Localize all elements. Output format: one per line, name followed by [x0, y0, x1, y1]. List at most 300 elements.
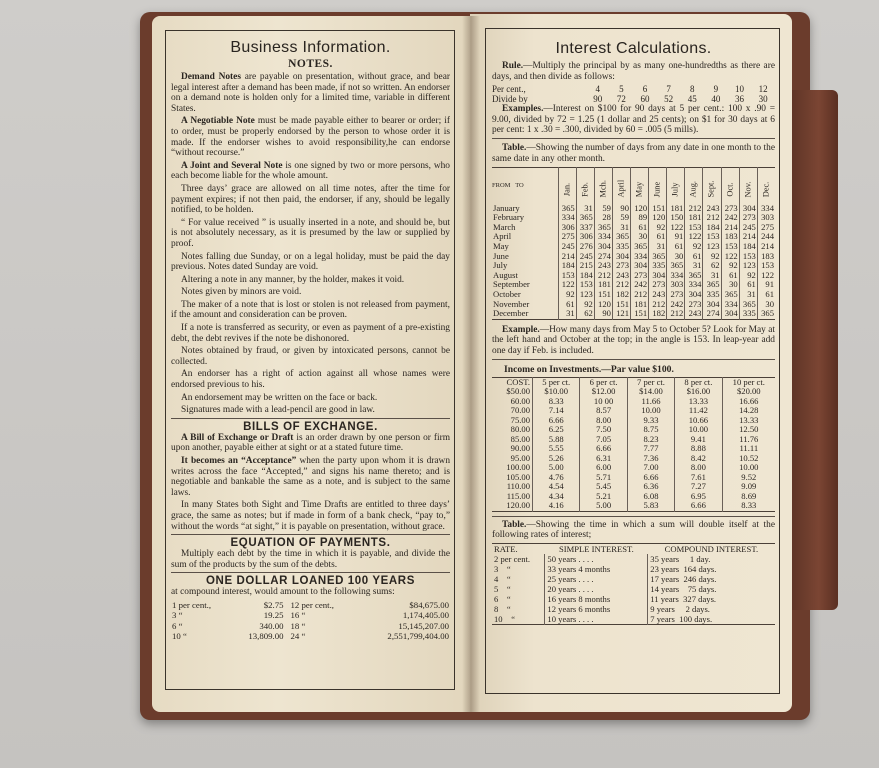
column-header-label: Jan.	[562, 182, 572, 196]
table-cell: 52	[664, 94, 674, 105]
row-label: Divide by	[492, 94, 528, 105]
table-row	[171, 631, 450, 641]
table-cell: 10.00	[675, 425, 722, 435]
table-cell: 181	[594, 280, 612, 290]
table-row	[492, 473, 775, 483]
divider	[492, 516, 775, 517]
table-cell: 153	[757, 261, 775, 271]
column-header-label: Nov.	[743, 181, 753, 198]
table-cell: 61	[757, 290, 775, 300]
row-label: July	[493, 260, 508, 271]
table-cell: 8.88	[675, 444, 722, 454]
table-cell: 31	[576, 204, 594, 214]
table-cell: 245	[739, 223, 757, 233]
table-cell: 31	[558, 309, 576, 319]
divisor-table	[492, 84, 775, 104]
table-cell: 61	[631, 223, 649, 233]
table-row	[171, 610, 450, 620]
column-header-label: 8 per ct.	[684, 376, 713, 387]
paragraph: “ For value received ” is usually inserted in a note, and should be, but is not absolutely necessary, as it is presumed by the law or supplied by proof.	[171, 217, 450, 249]
table-cell: 334	[631, 252, 649, 262]
column-header-value: $10.00	[544, 386, 569, 397]
table-cell: $2.75	[263, 599, 284, 610]
table-cell: 10.00	[627, 406, 674, 416]
table-cell: 3 “	[172, 610, 183, 621]
table-cell: 184	[739, 242, 757, 252]
table-cell: 6.66	[675, 501, 722, 511]
table-cell: 6.66	[580, 444, 627, 454]
table-cell: 273	[612, 261, 630, 271]
table-cell: 6.00	[580, 463, 627, 473]
table-cell: 92	[739, 271, 757, 281]
table-cell: 10	[734, 84, 744, 95]
table-cell: 8.23	[627, 435, 674, 445]
table-cell: 243	[685, 309, 703, 319]
row-label: May	[493, 241, 509, 252]
table-cell: 92	[558, 290, 576, 300]
paragraph: An endorser has a right of action against all whose names were endorsed previous to his.	[171, 369, 450, 391]
paragraph: An endorsement may be written on the face or back.	[181, 392, 378, 403]
table-cell: 33 years 4 months	[545, 564, 648, 574]
table-cell: 365	[594, 223, 612, 233]
column-header-label: Sept.	[706, 180, 716, 198]
page-title: Interest Calculations.	[555, 40, 712, 57]
table-cell: 6.66	[627, 473, 674, 483]
column-header	[576, 168, 594, 204]
table-row	[492, 463, 775, 473]
table-cell: 2 per cent.	[494, 553, 531, 564]
table-cell: 365	[667, 261, 685, 271]
table-cell: 365	[558, 204, 576, 214]
table-cell: 151	[612, 300, 630, 310]
paragraph: Notes obtained by fraud, or given by intoxicated persons, cannot be collected.	[171, 346, 450, 367]
table-cell: 183	[757, 252, 775, 262]
table-cell: 80.00	[510, 424, 531, 435]
table-cell: 8 “	[494, 603, 511, 614]
table-cell: 10 “	[172, 631, 187, 642]
table-row	[492, 444, 775, 454]
table-cell: 243	[703, 204, 721, 214]
book-cover-edge	[790, 90, 838, 610]
table-cell: 304	[685, 290, 703, 300]
table-row	[171, 621, 450, 631]
paragraph: Signatures made with a lead-pencil are good in law.	[181, 405, 375, 416]
paragraph: Table.—Showing the time in which a sum will double itself at the following rates of interest;	[492, 519, 775, 541]
paragraph: Three days’ grace are allowed on all time notes, after the time for payment expires; if not then paid, the endorser, if any, should be legally notified, to be holden.	[171, 183, 450, 216]
table-cell: 304	[739, 204, 757, 214]
divider	[171, 534, 450, 535]
column-header	[739, 168, 757, 204]
table-cell: 120	[631, 204, 649, 214]
table-cell: 7 years 100 days.	[648, 614, 775, 625]
table-cell: 20 years . . . .	[545, 584, 648, 594]
table-cell: 30	[757, 300, 775, 310]
table-cell: 4.54	[533, 482, 580, 492]
table-cell: 7.50	[580, 425, 627, 435]
table-cell: 61	[667, 242, 685, 252]
table-cell: 30	[631, 232, 649, 242]
table-cell: 92	[703, 252, 721, 262]
column-header	[580, 377, 627, 397]
table-cell: 303	[667, 280, 685, 290]
table-cell: 5.00	[533, 463, 580, 473]
table-cell: 8.75	[627, 425, 674, 435]
doubling-table	[492, 543, 775, 625]
table-cell: 31	[739, 290, 757, 300]
table-cell: 5.00	[580, 501, 627, 511]
column-header	[612, 168, 630, 204]
column-header-value: $12.00	[591, 386, 616, 397]
table-cell: 122	[685, 232, 703, 242]
paragraph: It becomes an “Acceptance” when the party upon whom it is drawn writes across the face “Accepted,” and signs his name thereto; and is negotiable and bankable the same as a note, and is subject to the same laws.	[171, 456, 451, 498]
table-cell: 16 “	[290, 610, 306, 621]
table-cell: 9.41	[675, 435, 722, 445]
table-cell: 59	[594, 204, 612, 214]
table-row	[492, 584, 775, 594]
table-row	[171, 600, 450, 610]
paragraph: In many States both Sight and Time Drafts are entitled to three days’ grace, the same as notes; but if made in form of a bank check, “pay to,” without the words “at sight,” it is payable on presentation, without grace.	[171, 500, 450, 532]
column-header	[757, 168, 775, 204]
table-cell: 115.00	[506, 490, 531, 501]
table-cell: 365	[685, 271, 703, 281]
column-header-label: Dec.	[761, 181, 771, 197]
table-cell: 306	[558, 223, 576, 233]
table-cell: 10.52	[722, 454, 775, 464]
table-cell: 6.31	[580, 454, 627, 464]
table-cell: 16 years 8 months	[545, 594, 648, 604]
table-cell: 9.52	[722, 473, 775, 483]
column-header	[721, 168, 739, 204]
table-cell: 5.55	[533, 444, 580, 454]
table-cell: 181	[667, 204, 685, 214]
table-cell: 7.27	[675, 482, 722, 492]
table-cell: 304	[631, 261, 649, 271]
table-row	[492, 614, 775, 625]
column-header	[627, 377, 674, 397]
column-header	[649, 168, 667, 204]
table-cell: 40	[711, 94, 721, 105]
days-table	[492, 167, 775, 320]
table-cell: 11.76	[722, 435, 775, 445]
paragraph: Examples.—Interest on $100 for 90 days at 5 per cent.: 100 x .90 = 9.00, divided by 72 = 1.25 (1 dollar and 25 cents); on $1 for 30 days at 6 per cent: 1 x .30 = .300, divided by 60 = .005 (5 mills).	[492, 104, 775, 136]
table-cell: 8.57	[580, 406, 627, 416]
column-header-label: June	[652, 181, 662, 197]
table-cell: 90.00	[510, 443, 531, 454]
table-cell: 10 00	[580, 397, 627, 407]
table-cell: 153	[703, 232, 721, 242]
table-cell: 365	[649, 252, 667, 262]
table-cell: 59	[612, 213, 630, 223]
table-cell: 274	[703, 309, 721, 319]
table-cell: 214	[558, 252, 576, 262]
table-cell: 85.00	[510, 433, 531, 444]
table-cell: 18 “	[290, 620, 306, 631]
table-cell: 105.00	[506, 471, 531, 482]
column-header-value: $50.00	[506, 386, 531, 397]
table-cell: 45	[687, 94, 697, 105]
table-cell: 153	[576, 280, 594, 290]
table-cell: 184	[703, 223, 721, 233]
table-cell: 7.14	[533, 406, 580, 416]
table-cell: 8.00	[675, 463, 722, 473]
table-cell: 183	[721, 232, 739, 242]
table-cell: 91	[757, 280, 775, 290]
table-cell: 9.09	[722, 482, 775, 492]
table-cell: 8.33	[722, 501, 775, 511]
table-cell: 90	[594, 309, 612, 319]
table-cell: 335	[739, 309, 757, 319]
column-header-label: May	[634, 181, 644, 197]
table-cell: 182	[612, 290, 630, 300]
column-header	[667, 168, 685, 204]
column-header-label: COST.	[506, 376, 531, 387]
column-header-label: Aug.	[688, 180, 698, 198]
table-row	[492, 501, 775, 511]
table-cell: 212	[631, 290, 649, 300]
table-cell: 340.00	[259, 620, 284, 631]
income-table	[492, 377, 775, 512]
table-cell: 122	[757, 271, 775, 281]
table-row	[492, 309, 775, 319]
row-label: Per cent.,	[492, 84, 526, 95]
table-cell: 60.00	[510, 395, 531, 406]
table-cell: 151	[649, 204, 667, 214]
paragraph: Notes given by minors are void.	[181, 287, 302, 298]
table-cell: 334	[667, 271, 685, 281]
table-cell: 91	[667, 232, 685, 242]
table-row	[492, 416, 775, 426]
table-cell: 121	[612, 309, 630, 319]
table-cell: 92	[721, 261, 739, 271]
table-cell: 6	[642, 84, 648, 95]
table-cell: 242	[667, 300, 685, 310]
table-cell: 275	[558, 232, 576, 242]
table-cell: 245	[576, 252, 594, 262]
table-cell: 212	[649, 300, 667, 310]
table-cell: 10.00	[722, 463, 775, 473]
table-cell: 365	[757, 309, 775, 319]
paragraph: The maker of a note that is lost or stolen is not released from payment, if the amount and consideration can be proven.	[171, 299, 450, 321]
table-cell: 335	[612, 242, 630, 252]
column-header-label: 10 per ct.	[732, 376, 765, 387]
table-cell: 273	[721, 204, 739, 214]
table-cell: 36	[734, 94, 744, 105]
table-cell: 31	[649, 242, 667, 252]
paragraph: Example.—How many days from May 5 to October 5? Look for May at the left hand and October at the top; in the angle is 153. In leap-year add one day if Feb. is included.	[492, 324, 775, 356]
row-label: October	[493, 289, 521, 299]
table-cell: 365	[612, 232, 630, 242]
table-cell: 13.33	[722, 416, 775, 426]
table-cell: 8.33	[533, 397, 580, 407]
table-cell: 7.36	[627, 454, 674, 464]
table-cell: 273	[685, 300, 703, 310]
table-cell: 123	[576, 290, 594, 300]
table-cell: 153	[739, 252, 757, 262]
table-cell: 212	[703, 213, 721, 223]
divider	[171, 418, 450, 419]
table-cell: 11.11	[722, 444, 775, 454]
table-cell: 9.33	[627, 416, 674, 426]
table-cell: 273	[739, 213, 757, 223]
table-row	[492, 454, 775, 464]
paragraph: A Negotiable Note must be made payable either to bearer or order; if to order, must be properly endorsed by the person to whose order it is made. If the endorser wishes to avoid responsibility,he can endorse “without recourse.”	[171, 116, 450, 159]
table-cell: 243	[594, 261, 612, 271]
table-cell: 215	[576, 261, 594, 271]
table-cell: 30	[758, 94, 768, 105]
table-cell: 273	[631, 271, 649, 281]
table-cell: 31	[703, 271, 721, 281]
table-cell: 11.66	[627, 397, 674, 407]
table-cell: 275	[757, 223, 775, 233]
table-cell: 6 “	[494, 593, 511, 604]
table-cell: 28	[594, 213, 612, 223]
column-header: SIMPLE INTEREST.	[558, 543, 634, 554]
table-cell: 334	[558, 213, 576, 223]
table-cell: 95.00	[510, 452, 531, 463]
row-label: February	[493, 212, 525, 223]
table-cell: 4.76	[533, 473, 580, 483]
paragraph: Multiply each debt by the time in which it is payable, and divide the sum of the products by the sum of the debts.	[171, 549, 450, 570]
table-cell: 61	[649, 232, 667, 242]
table-cell: 184	[576, 271, 594, 281]
table-cell: 8.69	[722, 492, 775, 502]
table-cell: 304	[721, 309, 739, 319]
table-cell: 13.33	[675, 397, 722, 407]
table-cell: 6.25	[533, 425, 580, 435]
table-cell: 61	[685, 252, 703, 262]
table-cell: 5 “	[494, 583, 511, 594]
table-cell: 92	[685, 242, 703, 252]
table-cell: 6.95	[675, 492, 722, 502]
table-cell: 5	[619, 84, 624, 95]
table-cell: 61	[739, 280, 757, 290]
paragraph: Demand Notes are payable on presentation, without grace, and bear legal interest after a demand has been made, if not so written. An endorser on a demand note is holden only for a limited time, variable in different States.	[171, 72, 450, 114]
table-cell: 14.28	[722, 406, 775, 416]
paragraph: A Bill of Exchange or Draft is an order drawn by one person or firm upon another, payable either at sight or at a stated future time.	[171, 432, 450, 454]
table-cell: 31	[612, 223, 630, 233]
table-cell: 4 “	[494, 573, 511, 584]
table-cell: 50 years . . . .	[545, 554, 648, 564]
table-cell: 5.88	[533, 435, 580, 445]
table-cell: 1,174,405.00	[402, 610, 449, 621]
table-cell: 11.42	[675, 406, 722, 416]
table-row	[492, 435, 775, 445]
table-cell: 214	[757, 242, 775, 252]
table-cell: 30	[667, 252, 685, 262]
table-cell: 4	[595, 84, 600, 95]
table-cell: 8.42	[675, 454, 722, 464]
table-cell: 334	[721, 300, 739, 310]
table-cell: 365	[631, 242, 649, 252]
table-cell: 120.00	[506, 500, 531, 511]
table-cell: 243	[612, 271, 630, 281]
column-header-label: Feb.	[580, 181, 590, 197]
row-label: September	[493, 279, 530, 290]
table-cell: 242	[631, 280, 649, 290]
section-heading: ONE DOLLAR LOANED 100 YEARS	[206, 575, 415, 588]
table-cell: 181	[685, 213, 703, 223]
row-label: November	[493, 298, 530, 309]
table-cell: 123	[739, 261, 757, 271]
table-cell: 15,145,207.00	[398, 620, 449, 631]
column-header: COMPOUND INTEREST.	[664, 543, 759, 554]
table-cell: 242	[721, 213, 739, 223]
table-cell: 62	[576, 309, 594, 319]
table-row	[492, 482, 775, 492]
table-cell: 123	[703, 242, 721, 252]
paragraph: at compound interest, would amount to the following sums:	[171, 587, 395, 598]
table-cell: 3 “	[494, 563, 511, 574]
table-cell: 19.25	[263, 610, 284, 621]
table-cell: 14 years 75 days.	[648, 584, 775, 594]
table-cell: 365	[703, 280, 721, 290]
table-cell: 12	[758, 84, 768, 95]
table-cell: 243	[649, 290, 667, 300]
table-cell: 12 years 6 months	[545, 604, 648, 614]
table-cell: 335	[703, 290, 721, 300]
table-cell: 6.66	[533, 416, 580, 426]
table-cell: 25 years . . . .	[545, 574, 648, 584]
table-cell: 181	[631, 300, 649, 310]
table-cell: 60	[640, 94, 650, 105]
table-cell: 153	[685, 223, 703, 233]
from-to-header: FROM TO	[492, 182, 524, 190]
table-cell: 61	[721, 271, 739, 281]
table-row	[492, 564, 775, 574]
table-cell: 244	[757, 232, 775, 242]
column-header-label: 7 per ct.	[637, 376, 665, 387]
table-cell: 335	[649, 261, 667, 271]
table-row	[492, 604, 775, 614]
section-heading: Income on Investments.—Par value $100.	[504, 363, 674, 375]
table-cell: 212	[612, 280, 630, 290]
table-cell: 110.00	[506, 481, 531, 492]
table-cell: 62	[703, 261, 721, 271]
row-label: April	[493, 231, 512, 242]
left-page-content	[171, 39, 450, 642]
table-cell: 9	[713, 84, 719, 95]
section-heading: NOTES.	[288, 58, 333, 70]
table-cell: 7.00	[627, 463, 674, 473]
paragraph: If a note is transferred as security, or even as payment of a pre-existing debt, the debt revives if the note be dishonored.	[171, 323, 450, 344]
column-header	[685, 168, 703, 204]
table-cell: 10 years . . . .	[545, 614, 648, 625]
table-cell: 120	[594, 300, 612, 310]
table-cell: 5.71	[580, 473, 627, 483]
row-label: June	[493, 250, 509, 261]
table-cell: 6.36	[627, 482, 674, 492]
table-row	[492, 554, 775, 564]
table-cell: 212	[667, 309, 685, 319]
table-cell: 92	[649, 223, 667, 233]
column-header	[703, 168, 721, 204]
table-row	[492, 425, 775, 435]
divider	[492, 359, 775, 360]
row-label: August	[493, 269, 518, 280]
paragraph: Altering a note in any manner, by the holder, makes it void.	[181, 274, 405, 285]
table-cell: 214	[739, 232, 757, 242]
divider	[171, 572, 450, 573]
table-cell: 273	[667, 290, 685, 300]
column-header-label: Oct.	[725, 182, 735, 197]
paragraph: A Joint and Several Note is one signed by two or more persons, who each become liable for the whole amount.	[171, 160, 450, 182]
column-header-label: 6 per ct.	[589, 376, 618, 387]
table-cell: 365	[739, 300, 757, 310]
table-cell: 306	[576, 232, 594, 242]
divider	[492, 138, 775, 139]
book-gutter	[462, 16, 480, 712]
column-header-value: $20.00	[736, 386, 761, 397]
